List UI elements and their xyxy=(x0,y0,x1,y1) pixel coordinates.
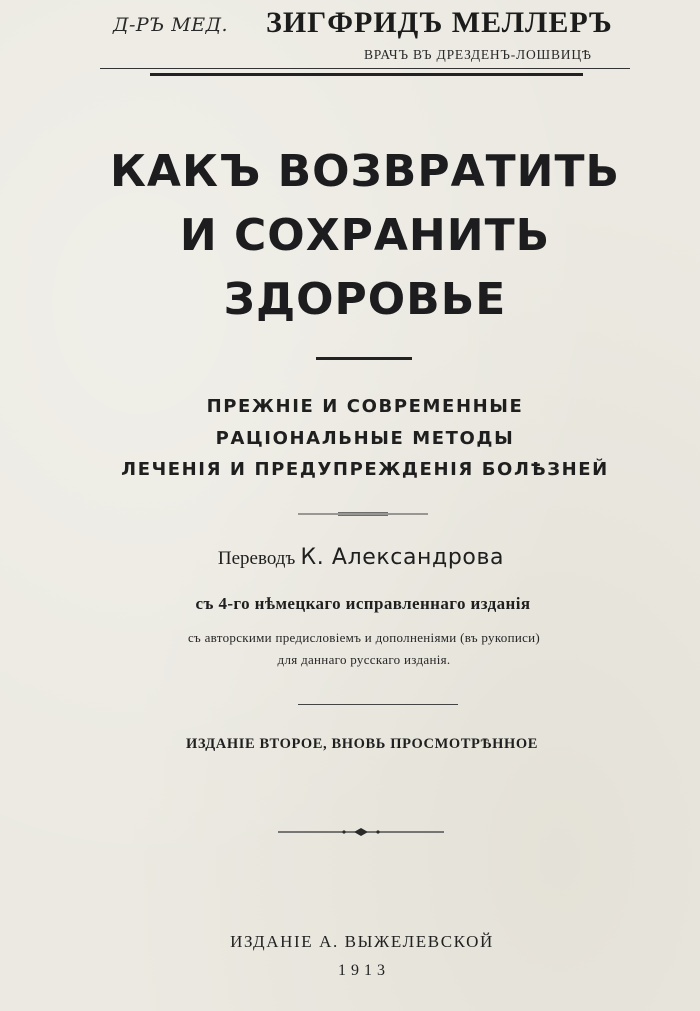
book-title-line-3: ЗДОРОВЬЕ xyxy=(223,274,507,325)
subtitle-line-1: ПРЕЖНІЕ И СОВРЕМЕННЫЕ xyxy=(206,396,524,417)
publication-year: 1913 xyxy=(338,962,390,979)
source-edition: съ 4-го нѣмецкаго исправленнаго изданія xyxy=(195,594,531,613)
author-prefix: Д-РЪ МЕД. xyxy=(113,14,229,36)
header-rule-thick xyxy=(150,73,583,76)
publisher: ИЗДАНІЕ А. ВЫЖЕЛЕВСКОЙ xyxy=(230,932,494,951)
edition-note-line-1: съ авторскими предисловіемъ и дополненіями (въ рукописи) xyxy=(187,630,541,645)
book-title-line-1: КАКЪ ВОЗВРАТИТЬ xyxy=(109,146,621,197)
translator-prefix: Переводъ xyxy=(217,548,296,569)
subtitle-line-3: ЛЕЧЕНІЯ И ПРЕДУПРЕЖДЕНІЯ БОЛѢЗНЕЙ xyxy=(121,459,609,480)
ornament-divider-lower xyxy=(278,827,444,837)
book-title-line-2: И СОХРАНИТЬ xyxy=(179,210,551,261)
edition-label: ИЗДАНІЕ ВТОРОЕ, ВНОВЬ ПРОСМОТРѢННОЕ xyxy=(185,736,539,752)
translator-line xyxy=(218,545,504,570)
ornament-divider xyxy=(298,510,428,518)
author-role: ВРАЧЪ ВЪ ДРЕЗДЕНЪ-ЛОШВИЦѢ xyxy=(364,47,592,62)
edition-note-line-2: для даннаго русскаго изданія. xyxy=(277,652,451,667)
title-divider xyxy=(316,357,412,360)
author-name: ЗИГФРИДЪ МЕЛЛЕРЪ xyxy=(266,6,613,39)
header-rule-thin xyxy=(100,68,630,69)
section-rule xyxy=(298,704,458,705)
subtitle-line-2: РАЦІОНАЛЬНЫЕ МЕТОДЫ xyxy=(215,428,515,449)
translator-name: К. Александрова xyxy=(300,545,505,570)
